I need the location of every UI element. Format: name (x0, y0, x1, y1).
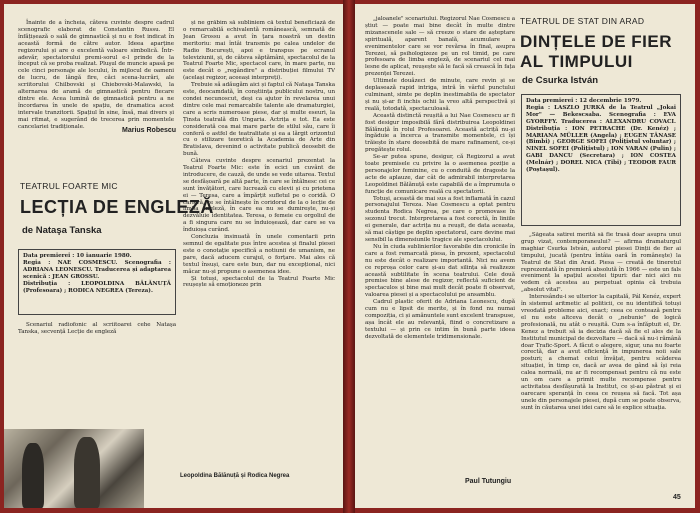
paragraph: Totuși, această de mai sus a fost inflamată în cazul personajului Tereza. Nae Cosmescu a optat pentru studenta Rodica Negrea, pe care o promovase în sezonul trecut. Interpretarea a fost corectă, în liniile ei generale, dar actrița nu a reușit, de data aceasta, să mai câștige pe deplin spectatorul, care devine mai sensibil la dimensiunile tragice ale spectacolului. (365, 195, 515, 243)
credits-box (18, 249, 176, 315)
review-column-b (521, 232, 681, 490)
credits-box (521, 94, 681, 226)
premiere-date: Data premierei : 10 ianuarie 1980. (23, 253, 132, 259)
paragraph: „Săgeata satirei merită să fie trasă doar asupra unui grup vizat, contemporaneului? — afirma dramaturgul maghiar Csurka István, autorul piesei Dinții de fier ai timpului, jucată (pentru întâia oară în româneşte) la Teatrul de Stat din Arad. Piesa — creată de tineretul reprezentată în premieră absolută în 1966 — este un fals eveniment la spațiul acestei tipuri: dar nici aici nu vedem că acestea au perpetuat opinia că trebuia „absolut vital". (521, 232, 681, 294)
credits-distributie: Distribuția : LEOPOLDINA BĂLĂNUȚĂ (Profesoara) ; RODICA NEGREA (Tereza). (23, 280, 171, 294)
photo-caption: Leopoldina Bălănuță și Rodica Negrea (180, 473, 290, 479)
paragraph: „jaloanele" scenariului. Regizorul Nae Cosmescu a știut — poate mai bine decât în multe dintre mizanscenele sale — să creeze o stare de așteptare spirituală, aparent banală, acumulare a evenimentelor care se vor revărsa în final, asupra Terezei, să psihologizeze pe un rol timid, pe care profesoara de limba engleză, de scenariul cel mai lesne de aplicat, reușește să le facă să crească în fața prezenței Terezei. (365, 16, 515, 78)
theatre-label: TEATRUL FOARTE MIC (20, 181, 118, 191)
review-column-a (365, 16, 515, 456)
paragraph: Această distinctă reușită a lui Nae Cosmescu ar fi fost desigur imposibilă fără distribuirea Leopoldinei Bălănuță în rolul Profesoarei. Această actriță nu-și îngăduie a încerca a transmite momentele, ci își trăiește în stare deosebită de mare rafinament, ce-și pregătește rolul. (365, 112, 515, 154)
theatre-label: TEATRUL DE STAT DIN ARAD (520, 16, 645, 26)
paragraph: și ne grăbim să subliniem că textul beneficiază de o remarcabilă echivalentă românească, semnată de Jean Grossu a avut în țara noastră un destin meritoriu: mai întâi transmis pe calea undelor de Radio București, apoi e transpus pe ecranul televiziunii, și, de câteva săptămâni, spectacolul de la Teatrul Foarte Mic, spectacol care, în mare parte, nu este decât o „regândire" a distribuției filmului TV (același regizor, aceeași interpreți). (183, 20, 335, 82)
paragraph: Scenariul radiofonic al scriitoarei cehe Nataşa Tanska, secvență Lecție de engleză (18, 322, 176, 335)
actress-figure (22, 443, 44, 508)
page-number: 45 (673, 494, 681, 501)
article-title: LECȚIA DE ENGLEZĂ (20, 197, 214, 217)
lower-paragraph (18, 322, 176, 336)
paragraph: Interesându-i se ulterior la capitală, Pál Kenéz, expert în sistemul aritmetic al politicii, ce nu identifică totuși vreodată probleme aici, exact; ceea ce contează pentru el nu este altceva decât o „nebunie" de logică profesională, nu atât o reușită. Cum s-a înfăptuit el, Dr. Kenez a trebuit să ia decizia dacă să fie el ales de la Institutul municipal de dezvoltare — dacă să nu-i rămână doar Trafic-Sport. A făcut o alegere, sigur, una nu foarte corectă, dar a avut eficiență în impunerea noii sale posturi; a chemat celui învățat, pentru scăderea situației, în timp ce, dacă ar avea de gând să își reia calea normală, nu ar fi recompensat pentru că nu este un om care a primit multe recompense pentru activitatea desfășurată la Institut, ce și-au păstrat și ei oarecare speranță în ceea ce reușea să facă. Tot așa unele din personajele piesei, după cum se poate observa, sunt în căutarea unei idei care să le explice situația. (521, 294, 681, 411)
intro-article-body (18, 20, 174, 131)
paragraph: Și totuși, spectacolul de la Teatrul Foarte Mic reușește să emoționeze prin (183, 275, 335, 289)
actress-figure (74, 437, 100, 508)
second-article-column (183, 20, 335, 453)
spread-gutter (343, 0, 355, 513)
credits-regia: Regia : NAE COSMESCU. Scenografia : ADRIANA LEONESCU. Traducerea și adaptarea scenică : JEAN GROSSU. (23, 259, 171, 280)
paragraph: Nu în ciuda sublinierilor favorabile din cronicile în care a fost remarcată piesa, în prezent, spectacolul nu este decât o realizare importantă. Nici nu avem ce reproșa celor care și-au dat silința să realizeze această subtilitate în scena teatrului. Cele două premise bine alese de regizor, reflectă suficient de spectaculos și bine mai mult decât poate fi observat, valoarea piesei și a spectacolului pe ansamblu. (365, 243, 515, 299)
article-byline: de Csurka István (522, 75, 599, 86)
paragraph: Se-ar putea spune, desigur, că Regizorul a avut toate premisele cu privire la o asemenea poziție a personajelor feminine, cu o conduită de dragoste la acte de aplauze, dar cât de admirabil interpretarea Leopoldinei Bălănuță este capabilă de a împrumuta o funcție de comunicare reală cu spectatorii. (365, 154, 515, 195)
intro-paragraph: Înainte de a încheia, câteva cuvinte despre cadrul scenografic elaborat de Constantin Russu. El înfățișează o sală de gimnastică și nu e fost indicat în această formă de către autor. Ideea aparține regizorului și are o excelentă valoare simbolică. Într-adevăr, spectatorului premi-sorul e-l prinde de la început că se proba realizat. Pluşul de muncie apasă pe cele cinci personaje ale locului, în mijlocul de oameni de lucru, de lângă fire, căci scena-lucrări, ale scriitorului Chilbovski și Chiebovski-Malawski, la alternarea de aramă de gimnastică pentru fiecare dintre ele. Acea lumină de gimnastică pentru a ne încordarea în unele de spațiu, de dramatica acest intervale tranzitorii. Spațiul în sine, însă, mai divers și mai ritmat, e sugerând de trecerea prin momentele cancelariei tradiționale. (18, 20, 174, 130)
paragraph: Cadrul plastic oferit de Adriana Leonescu, după cum nu e lipsit de merite, și în fond nu numai compoziția, ci și amănuntele sunt excelent transpuse, așa încât ele au relevanță, fiind o concretizare a textului — și prin ce intim în bună parte ideea dezvoltată de elementele tridimensionale. (365, 299, 515, 340)
paragraph: Concluzia insinuată în unele comentarii prin semnul de egalitate pus între acestea și finalul piesei este o conotație specifică a notiunii de umanism, ne pare, dacă aducem curajul, o forțare. Mai ales că textul însuși, care este bun, dar nu excepțional, nici măcar nu-și propune o asemenea idee. (183, 234, 335, 275)
paragraph: Trebuie să adăugăm aici și faptul că Nataşa Tanska este, deocamdată, în conștiința publicului nostru, un condei necunoscut, deși ca ajutor în revelarea unui dintre cele mai remarcabile talente ale dramaturgiei, care a scris numeroase piese, dar și multe eseuri, la Ținsta teatrală din Ungaria. Actrița e tot. Ea este considerată cea mai mare parte de stilul său, care îi conferă o astfel de teatralitate și ea a lărgit orizontul cu o stilizare teoretică la Academia de Arte din Bratislava, devenind o activitate publică deosebit de bună. (183, 82, 335, 158)
paragraph: Câteva cuvinte despre scenariul prezentat la Teatrul Foarte Mic: este în ecici un cuvânt de introducere, de cauză, de unde se vede uitarea. Textul se desfășoară pe altă parte, în care se întâlnesc cei ce sunt învățători, care lucrează cu elevii și cu prietena ei — Teresa, care a împărțit sufletul pe o coridă. O carieră, ce se întâlnește în coridorul de la o lecție de limba engleză, în care ea nu se dumirește, nu-și dezvăluie identitatea. Teresa, o femeie cu orgoliul de a fi singura care nu se înduioșează, dar care se va înduioșa curând. (183, 158, 335, 234)
right-page (355, 4, 695, 508)
premiere-date: Data premierei : 12 decembrie 1979. (526, 98, 642, 104)
left-page (4, 4, 343, 508)
intro-author: Marius Robescu (122, 127, 177, 134)
credits-list: Regia : LASZLO JURKĂ de la Teatrul „Jokai Mor" — Bekescsaba. Scenografia : EVA GYORFFY. Traducerea : ALEXANDRU COVACI. Distribuția : ION PETRACHE (Dr. Kenéz) ; MARIANA MÜLLER (Angela) ; EUGEN TĂNASE (Bimbi) ; GEORGE SOFEI (Polițistul voluntar) ; NINEL SOFEI (Polițistul) ; ION VARAN (Pulin) ; GABI DANCU (Secretara) ; ION COSTEA (Melnár) ; DOREL NICA (Tibi) ; TEODOR FAUR (Poștașul). (526, 104, 676, 174)
article-title-line1: DINȚELE DE FIER (520, 32, 673, 51)
article-byline: de Nataşa Tanska (22, 225, 102, 236)
production-photo (4, 429, 144, 508)
article-title-line2: AL TIMPULUI (520, 52, 633, 71)
review-author: Paul Tutungiu (465, 478, 512, 485)
paragraph: Ultimele douăzeci de minute, care revin și se deplasează rapid intriga, intră în vârful punctului culminant, simte pe deplin inestimabila de spectator și nu și-ar fi inchis ochii la vreo altă perspectivă și reală, totodată, spectaculoasă. (365, 78, 515, 112)
